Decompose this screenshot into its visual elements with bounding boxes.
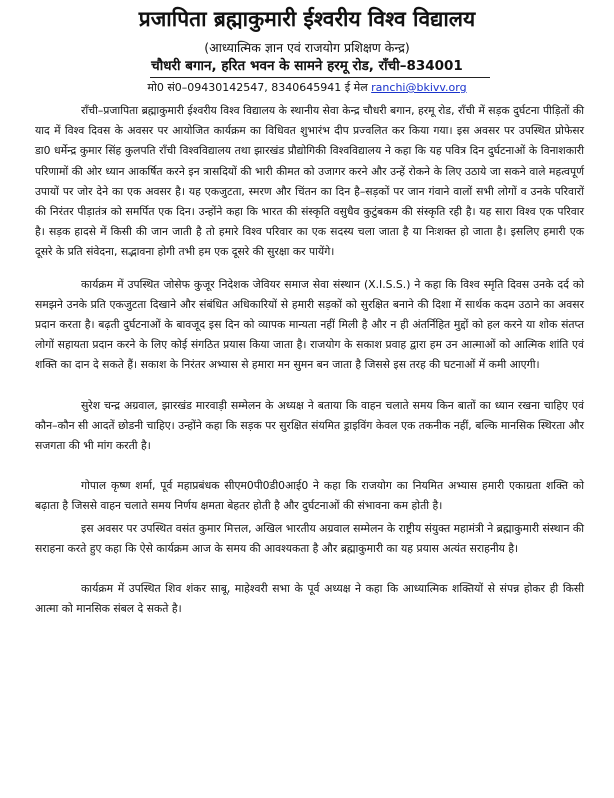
paragraph-1: राँची–प्रजापिता ब्रह्माकुमारी ईश्वरीय विश्व विद्यालय के स्थानीय सेवा केन्द्र चौधरी बगान, हरमू रोड, राँची में सड़क दुर्घटना पीड़ितों की याद में विश्व दिवस के अवसर पर आयोजित कार्यक्रम का विधिवत शुभारंभ दीप प्रज्वलित कर किया गया। इस अवसर पर उपस्थित प्रोफेसर डा0 धर्मेन्द्र कुमार सिंह कुलपति राँची विश्वविद्यालय तथा झारखंड प्रौद्योगिकी विश्वविद्यालय ने कहा कि यह पवित्र दिन दुर्घटनाओं के विनाशकारी परिणामों की ओर ध्यान आकर्षित करने इन त्रासदियों की भारी कीमत को उजागर करने और उन्हें रोकने के लिए उठाये जा सकने वाले महत्वपूर्ण उपायों पर जोर देने का एक अवसर है। यह एकजुटता, स्मरण और चिंतन का दिन है–सड़कों पर जान गंवाने वालों सभी लोगों व उनके परिवारों की निरंतर पीड़ातंत्र को समर्पित एक दिन। उन्होंने कहा कि भारत की संस्कृति वसुधैव कुटुंबकम की संस्कृति रही है। यह सारा विश्व एक परिवार है। सड़क हादसे में किसी की जान जाती है तो हमारे विश्व परिवार का एक सदस्य चला जाता है या निःशक्त हो जाता है। इसलिए हमारी एक दूसरे के प्रति संवेदना, सद्भावना होगी तभी हम एक दूसरे की सुरक्षा कर पायेंगे। (35, 104, 584, 259)
paragraph-6: कार्यक्रम में उपस्थित शिव शंकर साबू, माहेश्वरी सभा के पूर्व अध्यक्ष ने कहा कि आध्यात्मिक शक्तियों से संपन्न होकर ही किसी आत्मा को मानसिक संबल दे सकते है। (35, 582, 584, 616)
organization-address: चौधरी बगान, हरित भवन के सामने हरमू रोड, राँची–834001 (151, 58, 463, 74)
header-divider (150, 77, 490, 78)
organization-name: प्रजापिता ब्रह्माकुमारी ईश्वरीय विश्व विद्यालय (138, 7, 476, 31)
article-body (35, 101, 584, 619)
paragraph-5: इस अवसर पर उपस्थित वसंत कुमार मित्तल, अखिल भारतीय अग्रवाल सम्मेलन के राष्ट्रीय संयुक्त महामंत्री ने ब्रह्माकुमारी संस्थान की सराहना करते हुए कहा कि ऐसे कार्यक्रम आज के समय की आवश्यकता है और ब्रह्माकुमारी का यह प्रयास अत्यंत सराहनीय है। (35, 521, 584, 555)
organization-subtitle: (आध्यात्मिक ज्ञान एवं राजयोग प्रशिक्षण केन्द्र) (204, 40, 410, 55)
paragraph-4: गोपाल कृष्ण शर्मा, पूर्व महाप्रबंधक सीएम0पी0डी0आई0 ने कहा कि राजयोग का नियमित अभ्यास हमारी एकाग्रता शक्ति को बढ़ाता है जिससे वाहन चलाते समय निर्णय क्षमता बेहतर होती है और दुर्घटनाओं की संभावना कम होती है। (35, 479, 584, 513)
paragraph-3: सुरेश चन्द्र अग्रवाल, झारखंड मारवाड़ी सम्मेलन के अध्यक्ष ने बताया कि वाहन चलाते समय किन बातों का ध्यान रखना चाहिए एवं कौन–कौन सी आदतें छोडनी चाहिए। उन्होंने कहा कि सड़क पर सुरक्षित संयमित ड्राइविंग केवल एक तकनीक नहीं, बल्कि मानसिक स्थिरता और सजगता की भी मांग करती है। (35, 398, 584, 453)
contact-line (60, 81, 554, 95)
paragraph-2: कार्यक्रम में उपस्थित जोसेफ कुजूर निदेशक जेवियर समाज सेवा संस्थान (X.I.S.S.) ने कहा कि विश्व स्मृति दिवस उनके दर्द को समझने उनके प्रति एकजुटता दिखाने और संबंधित अधिकारियों से हमारी सड़कों को सुरक्षित बनाने की दिशा में सार्थक कदम उठाने का अवसर प्रदान करता है। बढ़ती दुर्घटनाओं के बावजूद इस दिन को व्यापक मान्यता नहीं मिली है और न ही अंतर्निहित मुद्दों को हल करने या शोक संतप्त लोगों सहायता प्रदान करने के लिए कोई संगठित प्रयास किया जाता है। राजयोग के सकाश प्रवाह द्वारा हम उन आत्माओं को आत्मिक शांति एवं शक्ति का दान दे सकते हैं। सकाश के निरंतर अभ्यास से हमारा मन सुमन बन जाता है जिससे इस तरह की घटनाओं में कमी आएगी। (35, 277, 584, 372)
contact-text: मो0 सं0–09430142547, 8340645941 ई मेल (147, 81, 368, 94)
email-link[interactable]: ranchi@bkivv.org (371, 81, 467, 94)
